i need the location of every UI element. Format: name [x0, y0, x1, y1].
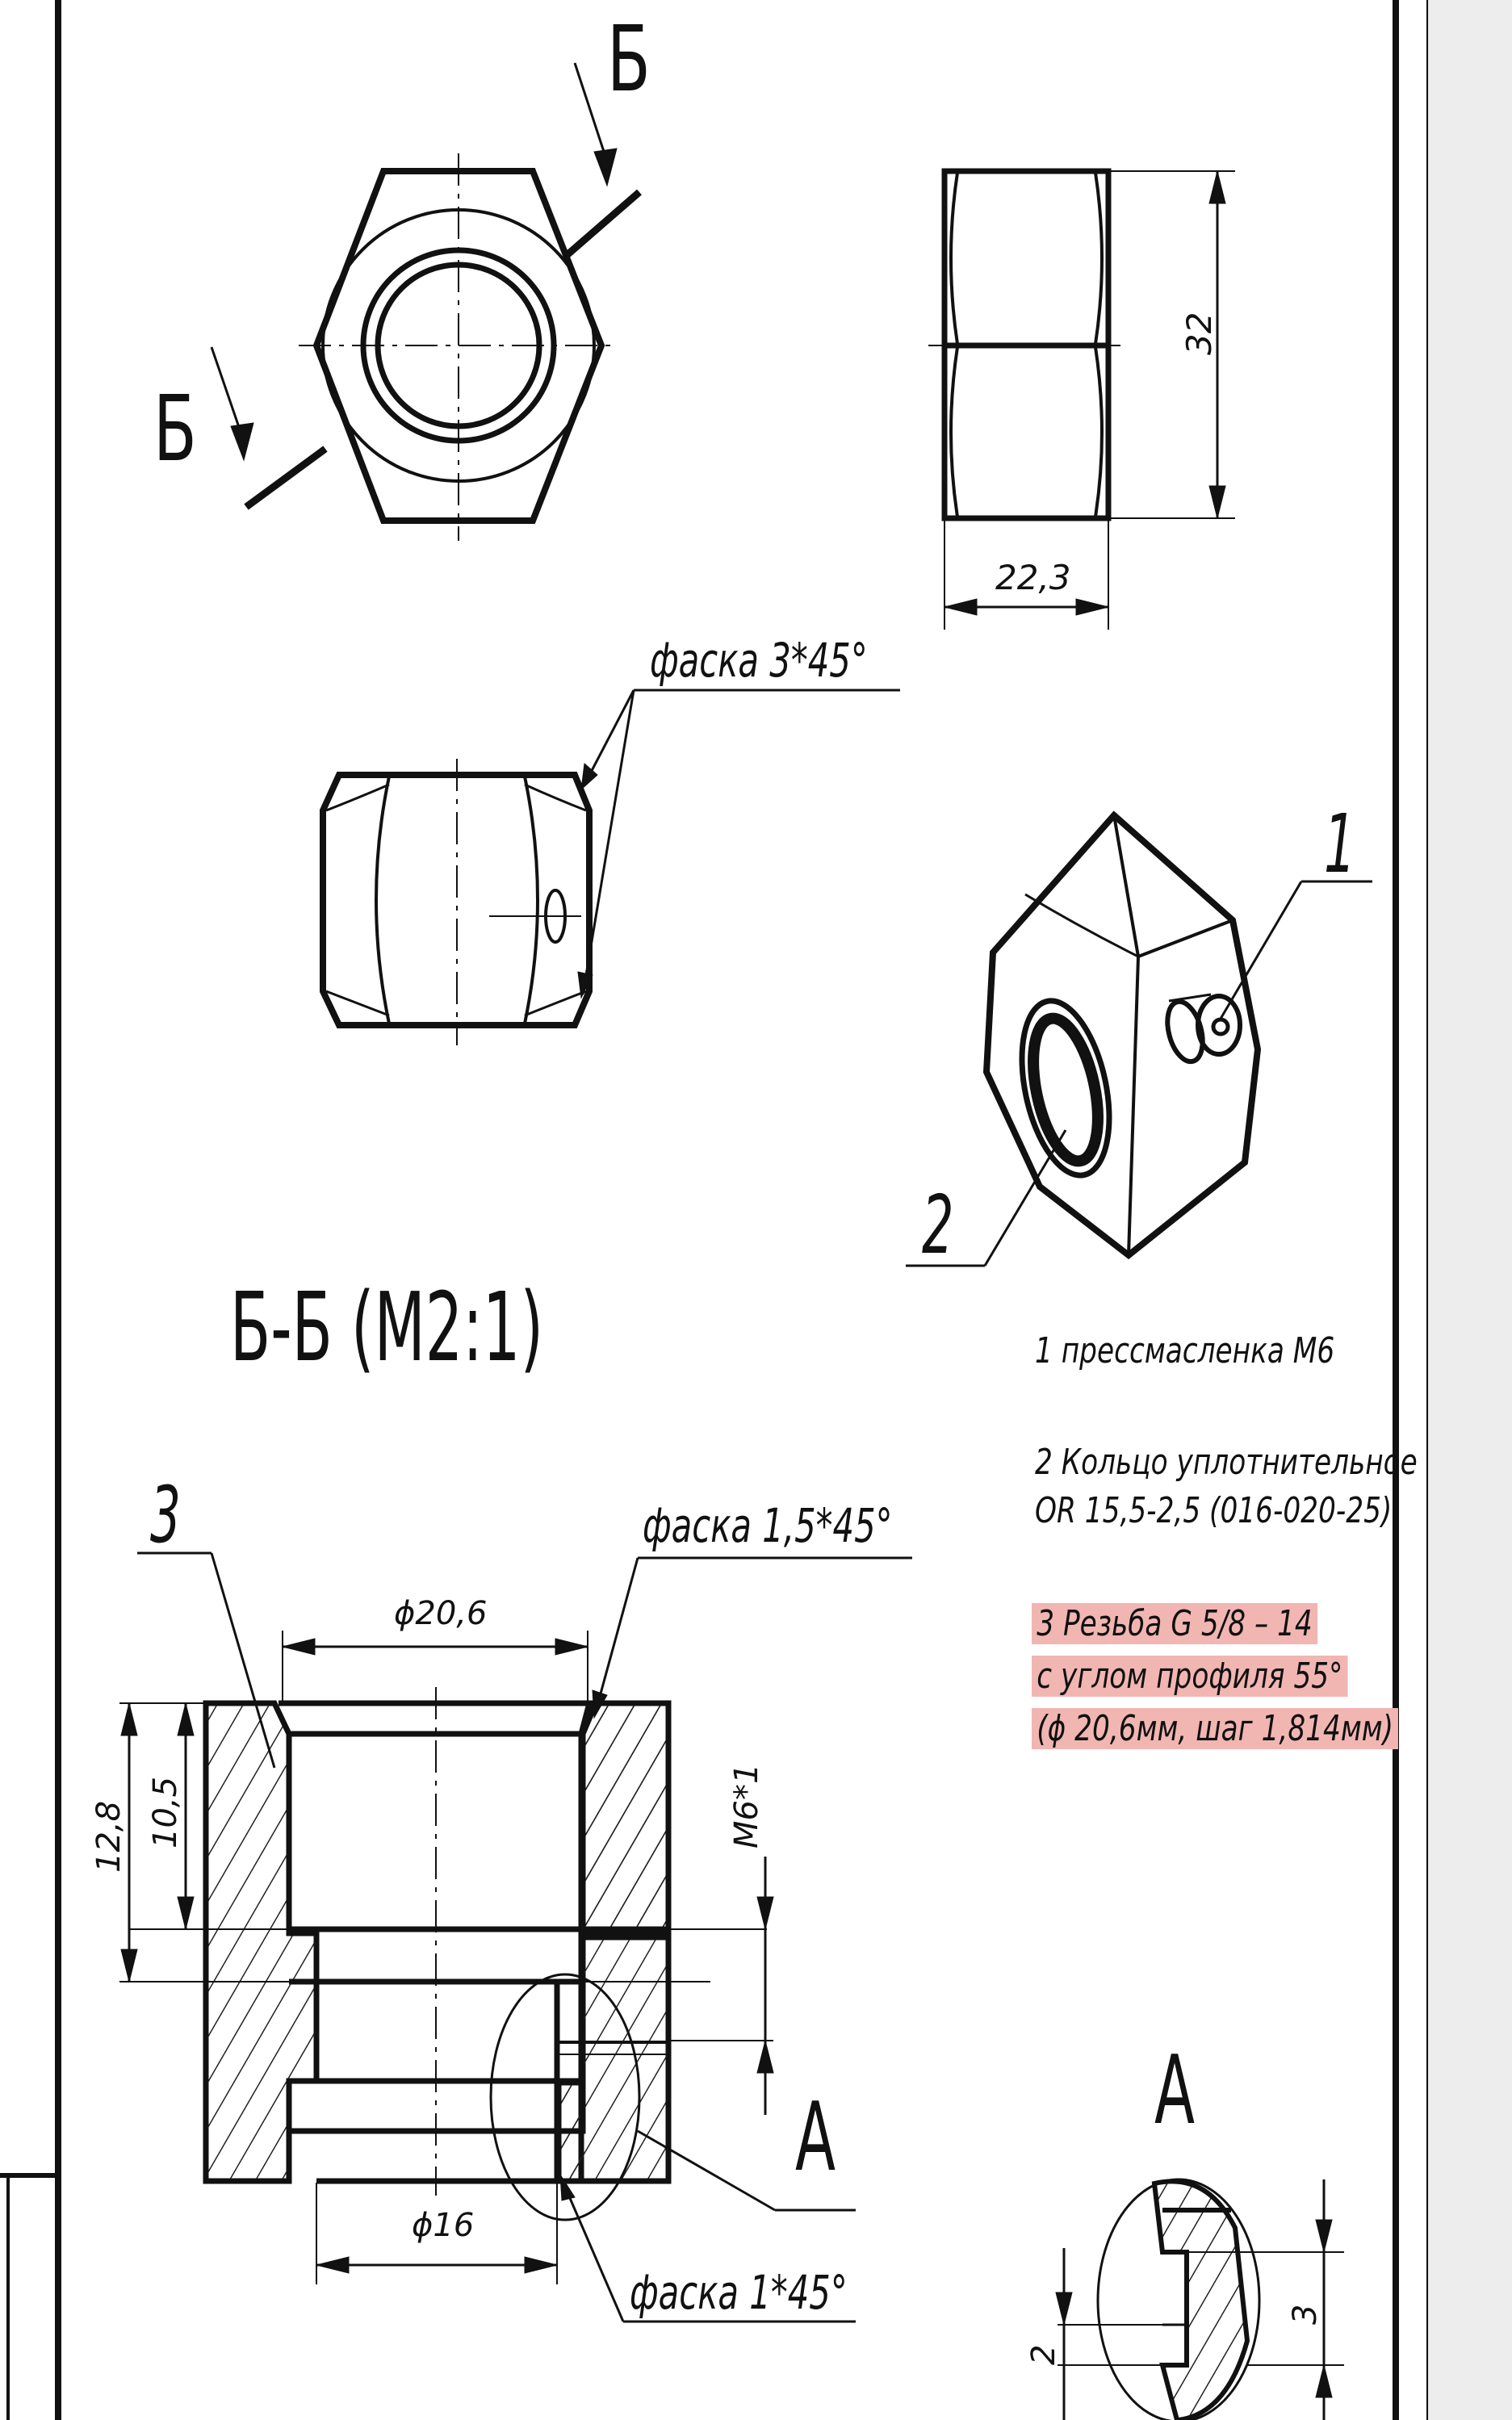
section-title: Б-Б (М2:1)	[230, 1271, 543, 1383]
chamfer-1-5-label: фаска 1,5*45°	[643, 1498, 893, 1553]
section-mark-top: Б	[607, 6, 651, 112]
detail-dim-2-label: 2	[1025, 2344, 1062, 2365]
item-leaders-iso	[906, 881, 1372, 1266]
top-view-hex	[299, 153, 618, 541]
note-3-line-1	[1032, 1603, 1317, 1644]
detail-dim-3-label: 3	[1287, 2304, 1324, 2325]
chamfer-3-label: фаска 3*45°	[650, 633, 868, 688]
chamfer-3-leader	[578, 690, 900, 998]
item-1-label: 1	[1324, 797, 1356, 892]
item-3-label: 3	[149, 1470, 181, 1560]
note-3-line-2-text: с углом профиля 55°	[1032, 1656, 1348, 1697]
note-3-line-3	[1032, 1708, 1398, 1749]
isometric-view	[986, 815, 1258, 1255]
dim-32-label: 32	[1179, 312, 1219, 355]
note-3-line-2	[1032, 1656, 1348, 1697]
dim-16-label: ϕ16	[412, 2207, 475, 2244]
note-2-line-1: 2 Кольцо уплотнительное	[1035, 1442, 1418, 1483]
detail-mark-section: А	[795, 2082, 836, 2193]
front-view	[323, 759, 589, 1045]
note-3-line-1-text: 3 Резьба G 5/8 – 14	[1032, 1603, 1317, 1644]
note-1: 1 прессмасленка М6	[1035, 1330, 1335, 1371]
note-3-line-3-text: (ϕ 20,6мм, шаг 1,814мм)	[1032, 1708, 1398, 1749]
dim-22-3-label: 22,3	[995, 558, 1071, 597]
thread-m6-label: М6*1	[728, 1763, 765, 1848]
section-mark-left: Б	[153, 375, 197, 482]
dim-12-8-label: 12,8	[90, 1800, 128, 1873]
side-view	[928, 171, 1122, 518]
item-2-label: 2	[922, 1178, 954, 1273]
detail-a-view	[1098, 2179, 1259, 2420]
note-2-line-2: OR 15,5-2,5 (016-020-25)	[1035, 1490, 1393, 1531]
chamfer-1-label: фаска 1*45°	[630, 2265, 848, 2320]
dim-10-5-label: 10,5	[147, 1776, 184, 1848]
detail-mark-view: А	[1154, 2035, 1196, 2146]
dim-20-6-label: ϕ20,6	[394, 1595, 488, 1632]
